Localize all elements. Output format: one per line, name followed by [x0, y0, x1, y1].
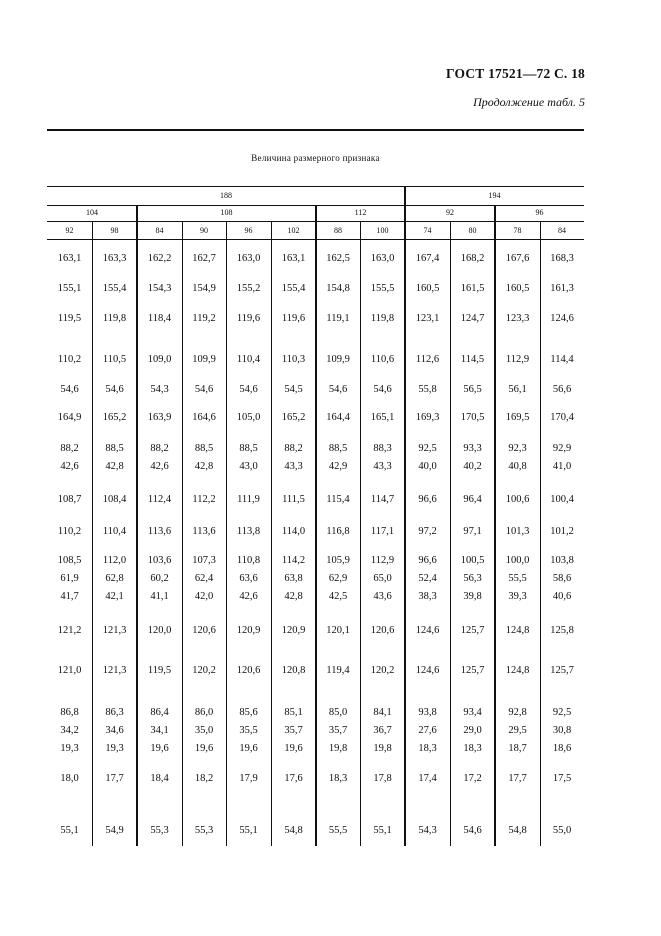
table-cell: 162,7	[192, 253, 216, 264]
table-cell: 119,6	[236, 313, 261, 324]
table-cell: 125,7	[460, 625, 485, 636]
table-cell: 52,4	[418, 573, 437, 584]
table-cell: 19,6	[239, 743, 258, 754]
table-cell: 42,0	[194, 591, 214, 602]
table-cell: 96,4	[463, 494, 482, 505]
table-cell: 168,2	[460, 253, 485, 264]
table-cell: 30,8	[552, 725, 572, 736]
table-cell: 93,4	[463, 707, 482, 718]
table-cell: 19,6	[194, 743, 214, 754]
table-cell: 124,6	[550, 313, 574, 324]
column-header: 84	[155, 226, 164, 235]
top-rule	[47, 129, 584, 131]
table-cell: 96,6	[418, 494, 437, 505]
table-cell: 43,6	[373, 591, 392, 602]
table-continuation-label: Продолжение табл. 5	[473, 95, 585, 109]
table-cell: 19,3	[60, 743, 79, 754]
table-cell: 120,6	[370, 625, 395, 636]
table-cell: 170,4	[550, 412, 574, 423]
column-header: 102	[287, 226, 300, 235]
table-cell: 18,3	[328, 773, 348, 784]
table-cell: 19,8	[373, 743, 392, 754]
table-cell: 108,4	[102, 494, 127, 505]
table-cell: 41,1	[150, 591, 169, 602]
table-cell: 54,3	[418, 825, 437, 836]
table-cell: 38,3	[418, 591, 437, 602]
table-cell: 170,5	[460, 412, 485, 423]
table-cell: 55,3	[150, 825, 169, 836]
header-rule-top	[47, 186, 584, 187]
table-cell: 155,4	[102, 283, 127, 294]
table-cell: 120,6	[236, 665, 261, 676]
table-cell: 125,8	[550, 625, 574, 636]
table-cell: 63,8	[284, 573, 303, 584]
table-cell: 54,6	[463, 825, 482, 836]
table-cell: 54,6	[194, 384, 214, 395]
table-cell: 56,1	[508, 384, 527, 395]
page-header-title: ГОСТ 17521—72 С. 18	[446, 66, 585, 81]
table-cell: 55,1	[373, 825, 392, 836]
table-cell: 92,5	[552, 707, 572, 718]
table-cell: 62,4	[194, 573, 214, 584]
table-cell: 85,1	[284, 707, 303, 718]
table-cell: 17,9	[239, 773, 258, 784]
table-cell: 54,6	[105, 384, 124, 395]
table-cell: 93,8	[418, 707, 437, 718]
table-cell: 160,5	[415, 283, 440, 294]
table-cell: 124,8	[505, 665, 530, 676]
table-cell: 97,2	[418, 526, 437, 537]
table-cell: 42,6	[150, 461, 169, 472]
table-cell: 42,1	[105, 591, 124, 602]
table-cell: 85,0	[328, 707, 348, 718]
table-cell: 55,1	[239, 825, 258, 836]
table-cell: 164,6	[192, 412, 216, 423]
table-cell: 18,3	[418, 743, 437, 754]
table-cell: 163,1	[57, 253, 82, 264]
table-cell: 120,2	[192, 665, 216, 676]
table-cell: 112,6	[415, 354, 440, 365]
table-cell: 110,2	[57, 526, 82, 537]
table-cell: 42,6	[239, 591, 258, 602]
table-cell: 164,9	[57, 412, 82, 423]
table-cell: 165,2	[102, 412, 127, 423]
table-cell: 42,8	[194, 461, 214, 472]
table-cell: 60,2	[150, 573, 169, 584]
table-cell: 163,0	[236, 253, 261, 264]
table-cell: 155,1	[57, 283, 82, 294]
table-cell: 56,3	[463, 573, 482, 584]
table-cell: 34,6	[105, 725, 124, 736]
table-cell: 120,8	[281, 665, 306, 676]
table-cell: 119,8	[102, 313, 127, 324]
table-cell: 121,3	[102, 665, 127, 676]
subgroup-header-108: 108	[220, 208, 233, 217]
table-cell: 17,7	[508, 773, 527, 784]
table-cell: 17,4	[418, 773, 437, 784]
subgroup-header-112: 112	[354, 208, 367, 217]
table-cell: 110,4	[102, 526, 127, 537]
table-cell: 125,7	[460, 665, 485, 676]
table-cell: 167,4	[415, 253, 440, 264]
table-cell: 114,7	[370, 494, 395, 505]
table-cell: 113,6	[192, 526, 216, 537]
table-cell: 88,5	[194, 443, 214, 454]
table-cell: 86,8	[60, 707, 79, 718]
table-cell: 125,7	[550, 665, 574, 676]
table-cell: 35,5	[239, 725, 258, 736]
column-header: 78	[513, 226, 522, 235]
table-cell: 56,6	[552, 384, 572, 395]
table-cell: 100,0	[505, 555, 530, 566]
table-cell: 155,5	[370, 283, 395, 294]
table-cell: 114,0	[281, 526, 306, 537]
table-cell: 119,4	[326, 665, 350, 676]
table-cell: 40,2	[463, 461, 482, 472]
table-cell: 86,4	[150, 707, 169, 718]
table-cell: 120,9	[281, 625, 306, 636]
table-cell: 54,6	[239, 384, 258, 395]
table-cell: 110,2	[57, 354, 82, 365]
table-cell: 162,5	[326, 253, 350, 264]
column-header: 84	[558, 226, 566, 235]
table-cell: 17,2	[463, 773, 482, 784]
table-cell: 110,5	[102, 354, 127, 365]
table-cell: 120,9	[236, 625, 261, 636]
table-cell: 55,1	[60, 825, 79, 836]
subgroup-header-104: 104	[86, 208, 98, 217]
table-cell: 121,3	[102, 625, 127, 636]
column-header: 98	[110, 226, 119, 235]
table-cell: 54,5	[284, 384, 303, 395]
table-cell: 41,7	[60, 591, 79, 602]
table-cell: 162,2	[147, 253, 172, 264]
table-cell: 161,3	[550, 283, 574, 294]
table-cell: 110,6	[370, 354, 395, 365]
table-cell: 165,2	[281, 412, 306, 423]
table-cell: 35,0	[194, 725, 214, 736]
table-cell: 54,9	[105, 825, 124, 836]
table-cell: 92,5	[418, 443, 437, 454]
table-cell: 55,5	[328, 825, 348, 836]
table-cell: 110,3	[281, 354, 306, 365]
table-cell: 120,6	[192, 625, 216, 636]
table-cell: 56,5	[463, 384, 482, 395]
table-cell: 154,8	[326, 283, 350, 294]
table-cell: 114,5	[460, 354, 485, 365]
table-cell: 88,2	[60, 443, 79, 454]
table-cell: 92,9	[552, 443, 572, 454]
table-cell: 86,0	[194, 707, 214, 718]
table-caption: Величина размерного признака	[251, 153, 380, 163]
table-cell: 114,4	[550, 354, 574, 365]
column-header: 80	[468, 226, 477, 235]
table-cell: 29,0	[463, 725, 482, 736]
table-cell: 101,3	[505, 526, 530, 537]
table-cell: 40,8	[508, 461, 527, 472]
table-cell: 19,6	[150, 743, 169, 754]
table-cell: 35,7	[328, 725, 348, 736]
table-cell: 123,1	[415, 313, 440, 324]
table-cell: 86,3	[105, 707, 124, 718]
table-cell: 55,8	[418, 384, 437, 395]
column-header: 74	[423, 226, 432, 235]
group-header-194: 194	[488, 191, 501, 200]
table-cell: 54,6	[328, 384, 348, 395]
table-cell: 120,0	[147, 625, 172, 636]
table-cell: 54,3	[150, 384, 169, 395]
table-cell: 123,3	[505, 313, 530, 324]
table-cell: 40,6	[552, 591, 572, 602]
table-cell: 119,2	[192, 313, 216, 324]
table-cell: 18,6	[552, 743, 572, 754]
table-cell: 42,8	[284, 591, 303, 602]
table-cell: 108,5	[57, 555, 82, 566]
table-cell: 18,4	[150, 773, 169, 784]
table-cell: 111,5	[282, 494, 305, 505]
table-cell: 92,3	[508, 443, 527, 454]
table-cell: 29,5	[508, 725, 527, 736]
table-cell: 88,2	[150, 443, 169, 454]
table-cell: 112,2	[192, 494, 216, 505]
table-cell: 124,8	[505, 625, 530, 636]
table-cell: 112,0	[102, 555, 127, 566]
table-cell: 17,5	[552, 773, 572, 784]
table-cell: 121,0	[57, 665, 82, 676]
table-cell: 55,0	[552, 825, 572, 836]
table-cell: 105,9	[326, 555, 350, 566]
table-cell: 155,2	[236, 283, 261, 294]
table-cell: 17,8	[373, 773, 392, 784]
table-cell: 100,6	[505, 494, 530, 505]
table-cell: 54,6	[60, 384, 79, 395]
table-cell: 109,9	[326, 354, 350, 365]
table-cell: 116,8	[326, 526, 350, 537]
table-cell: 165,1	[370, 412, 395, 423]
table-cell: 39,3	[508, 591, 527, 602]
table-cell: 112,9	[370, 555, 395, 566]
table-cell: 40,0	[418, 461, 437, 472]
table-cell: 97,1	[463, 526, 482, 537]
table-cell: 43,3	[284, 461, 303, 472]
table-cell: 161,5	[460, 283, 485, 294]
table-cell: 18,2	[194, 773, 214, 784]
table-cell: 110,4	[236, 354, 261, 365]
table-cell: 85,6	[239, 707, 258, 718]
table-cell: 124,7	[460, 313, 485, 324]
table-cell: 154,9	[192, 283, 216, 294]
table-cell: 93,3	[463, 443, 482, 454]
table-cell: 119,6	[281, 313, 306, 324]
table-cell: 58,6	[552, 573, 572, 584]
table-cell: 163,0	[370, 253, 395, 264]
table-cell: 43,0	[239, 461, 258, 472]
table-cell: 62,8	[105, 573, 124, 584]
table-cell: 61,9	[60, 573, 79, 584]
table-cell: 54,8	[508, 825, 527, 836]
table-cell: 18,3	[463, 743, 482, 754]
table-cell: 42,8	[105, 461, 124, 472]
table-cell: 17,7	[105, 773, 124, 784]
table-cell: 155,4	[281, 283, 306, 294]
table-cell: 88,5	[239, 443, 258, 454]
table-cell: 19,6	[284, 743, 303, 754]
table-cell: 96,6	[418, 555, 437, 566]
table-cell: 88,3	[373, 443, 392, 454]
table-cell: 120,1	[326, 625, 350, 636]
table-cell: 55,5	[508, 573, 527, 584]
table-cell: 113,6	[147, 526, 172, 537]
table-cell: 100,4	[550, 494, 574, 505]
table-cell: 92,8	[508, 707, 527, 718]
table-cell: 124,6	[415, 665, 440, 676]
table-cell: 88,5	[105, 443, 124, 454]
table-cell: 124,6	[415, 625, 440, 636]
table-cell: 18,0	[60, 773, 79, 784]
table-cell: 160,5	[505, 283, 530, 294]
column-header: 96	[244, 226, 253, 235]
table-cell: 88,5	[328, 443, 348, 454]
table-cell: 163,9	[147, 412, 172, 423]
column-header: 100	[376, 226, 389, 235]
column-header: 88	[334, 226, 342, 235]
table-cell: 164,4	[326, 412, 350, 423]
table-cell: 105,0	[236, 412, 261, 423]
table-cell: 112,9	[505, 354, 530, 365]
table-cell: 84,1	[373, 707, 392, 718]
table-cell: 110,8	[236, 555, 261, 566]
table-cell: 168,3	[550, 253, 574, 264]
table-cell: 42,5	[328, 591, 348, 602]
table-cell: 55,3	[194, 825, 214, 836]
table-cell: 119,8	[370, 313, 395, 324]
table-cell: 163,1	[281, 253, 306, 264]
table-cell: 113,8	[236, 526, 261, 537]
table-cell: 39,8	[463, 591, 482, 602]
table-cell: 27,6	[418, 725, 437, 736]
table-cell: 88,2	[284, 443, 303, 454]
table-cell: 42,6	[60, 461, 79, 472]
table-cell: 35,7	[284, 725, 303, 736]
table-cell: 19,8	[328, 743, 348, 754]
table-cell: 103,6	[147, 555, 172, 566]
table-cell: 100,5	[460, 555, 485, 566]
table-cell: 34,2	[60, 725, 79, 736]
table-cell: 117,1	[370, 526, 395, 537]
table-cell: 169,3	[415, 412, 440, 423]
table-cell: 115,4	[326, 494, 350, 505]
table-cell: 34,1	[150, 725, 169, 736]
table-cell: 42,9	[328, 461, 348, 472]
table-cell: 17,6	[284, 773, 303, 784]
table-cell: 65,0	[373, 573, 392, 584]
table-cell: 63,6	[239, 573, 258, 584]
table-cell: 119,1	[326, 313, 350, 324]
table-cell: 109,0	[147, 354, 172, 365]
table-cell: 119,5	[147, 665, 172, 676]
table-cell: 43,3	[373, 461, 392, 472]
table-cell: 54,8	[284, 825, 303, 836]
table-cell: 118,4	[147, 313, 172, 324]
table-cell: 41,0	[552, 461, 572, 472]
table-cell: 154,3	[147, 283, 172, 294]
table-cell: 36,7	[373, 725, 392, 736]
table-cell: 54,6	[373, 384, 392, 395]
table-cell: 121,2	[57, 625, 82, 636]
table-cell: 114,2	[281, 555, 306, 566]
subgroup-header-96: 96	[535, 208, 544, 217]
table-cell: 108,7	[57, 494, 82, 505]
table-cell: 120,2	[370, 665, 395, 676]
table-cell: 119,5	[57, 313, 82, 324]
group-header-188: 188	[220, 191, 232, 200]
table-cell: 109,9	[192, 354, 216, 365]
table-cell: 103,8	[550, 555, 574, 566]
table-cell: 101,2	[550, 526, 574, 537]
table-cell: 107,3	[192, 555, 216, 566]
subgroup-header-92: 92	[446, 208, 454, 217]
table-cell: 62,9	[328, 573, 348, 584]
table-cell: 18,7	[508, 743, 527, 754]
table-cell: 19,3	[105, 743, 124, 754]
data-table	[47, 186, 584, 846]
table-cell: 163,3	[102, 253, 127, 264]
table-cell: 112,4	[147, 494, 172, 505]
column-header: 90	[200, 226, 208, 235]
table-cell: 111,9	[237, 494, 260, 505]
table-cell: 169,5	[505, 412, 530, 423]
column-header: 92	[65, 226, 74, 235]
table-cell: 167,6	[505, 253, 530, 264]
